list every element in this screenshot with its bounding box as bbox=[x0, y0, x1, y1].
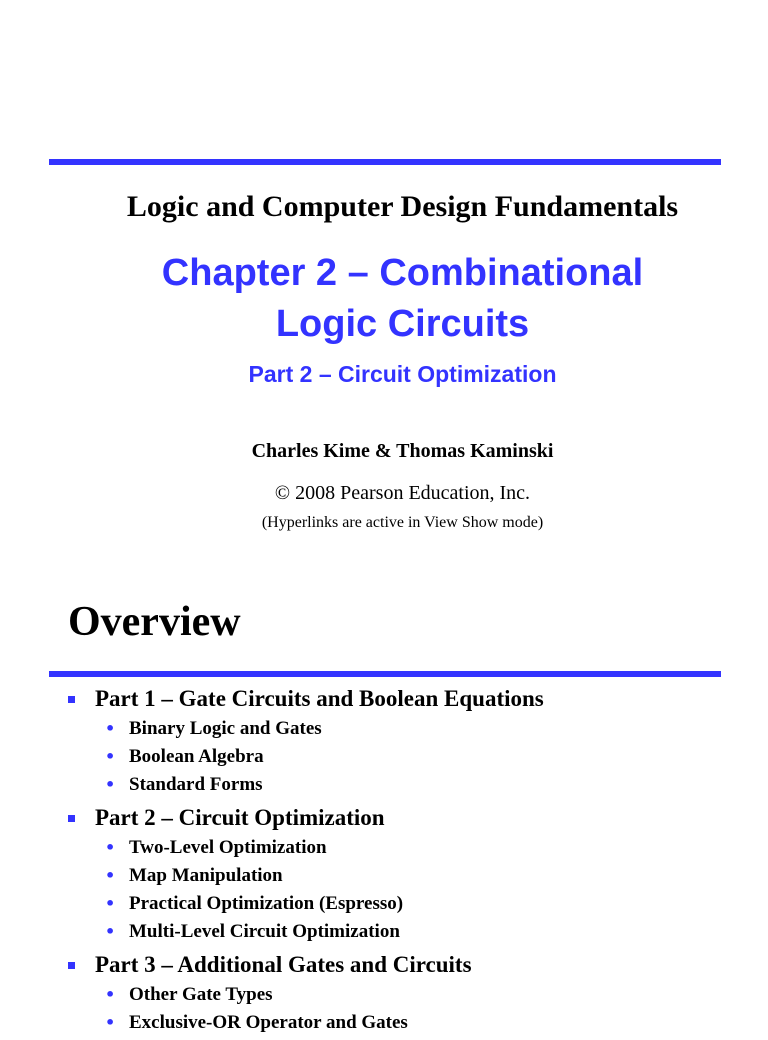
part-label: Part 3 – Additional Gates and Circuits bbox=[95, 952, 472, 977]
topic-label: Two-Level Optimization bbox=[129, 837, 327, 858]
part-label: Part 1 – Gate Circuits and Boolean Equations bbox=[95, 686, 544, 711]
topic-label: Practical Optimization (Espresso) bbox=[129, 893, 404, 914]
part-subtitle: Part 2 – Circuit Optimization bbox=[248, 361, 557, 387]
dot-bullet-icon: • bbox=[105, 866, 116, 885]
hyperlinks-note: (Hyperlinks are active in View Show mode) bbox=[261, 514, 544, 531]
dot-bullet-icon: • bbox=[105, 1013, 116, 1032]
square-bullet-icon bbox=[68, 962, 75, 969]
topic-item[interactable] bbox=[105, 981, 764, 1009]
topic-list bbox=[64, 715, 764, 799]
course-title: Logic and Computer Design Fundamentals bbox=[126, 190, 679, 223]
topic-item[interactable] bbox=[105, 771, 764, 799]
topic-item[interactable] bbox=[105, 1009, 764, 1037]
dot-bullet-icon: • bbox=[105, 985, 116, 1004]
authors: Charles Kime & Thomas Kaminski bbox=[251, 440, 554, 462]
dot-bullet-icon: • bbox=[105, 719, 116, 738]
part-item[interactable] bbox=[64, 802, 764, 834]
overview-outline bbox=[64, 683, 764, 1040]
chapter-title-line-2: Logic Circuits bbox=[275, 303, 530, 345]
square-bullet-icon bbox=[68, 815, 75, 822]
overview-divider bbox=[49, 671, 721, 677]
part-item[interactable] bbox=[64, 949, 764, 981]
topic-label: Boolean Algebra bbox=[129, 746, 264, 767]
topic-list bbox=[64, 834, 764, 946]
topic-item[interactable] bbox=[105, 918, 764, 946]
topic-label: Multi-Level Circuit Optimization bbox=[129, 921, 400, 942]
topic-label: Exclusive-OR Operator and Gates bbox=[129, 1012, 408, 1033]
topic-label: Other Gate Types bbox=[129, 984, 273, 1005]
part-label: Part 2 – Circuit Optimization bbox=[95, 805, 385, 830]
title-divider bbox=[49, 159, 721, 165]
topic-label: Standard Forms bbox=[129, 774, 263, 795]
chapter-title bbox=[0, 248, 768, 350]
topic-label: Map Manipulation bbox=[129, 865, 283, 886]
topic-item[interactable] bbox=[105, 890, 764, 918]
topic-list bbox=[64, 981, 764, 1037]
dot-bullet-icon: • bbox=[105, 922, 116, 941]
topic-item[interactable] bbox=[105, 715, 764, 743]
dot-bullet-icon: • bbox=[105, 894, 116, 913]
topic-label: Binary Logic and Gates bbox=[129, 718, 322, 739]
part-item[interactable] bbox=[64, 683, 764, 715]
overview-heading: Overview bbox=[68, 599, 241, 645]
topic-item[interactable] bbox=[105, 862, 764, 890]
square-bullet-icon bbox=[68, 696, 75, 703]
dot-bullet-icon: • bbox=[105, 838, 116, 857]
dot-bullet-icon: • bbox=[105, 775, 116, 794]
copyright-notice: © 2008 Pearson Education, Inc. bbox=[274, 482, 531, 504]
dot-bullet-icon: • bbox=[105, 747, 116, 766]
topic-item[interactable] bbox=[105, 743, 764, 771]
topic-item[interactable] bbox=[105, 834, 764, 862]
chapter-title-line-1: Chapter 2 – Combinational bbox=[161, 252, 644, 294]
